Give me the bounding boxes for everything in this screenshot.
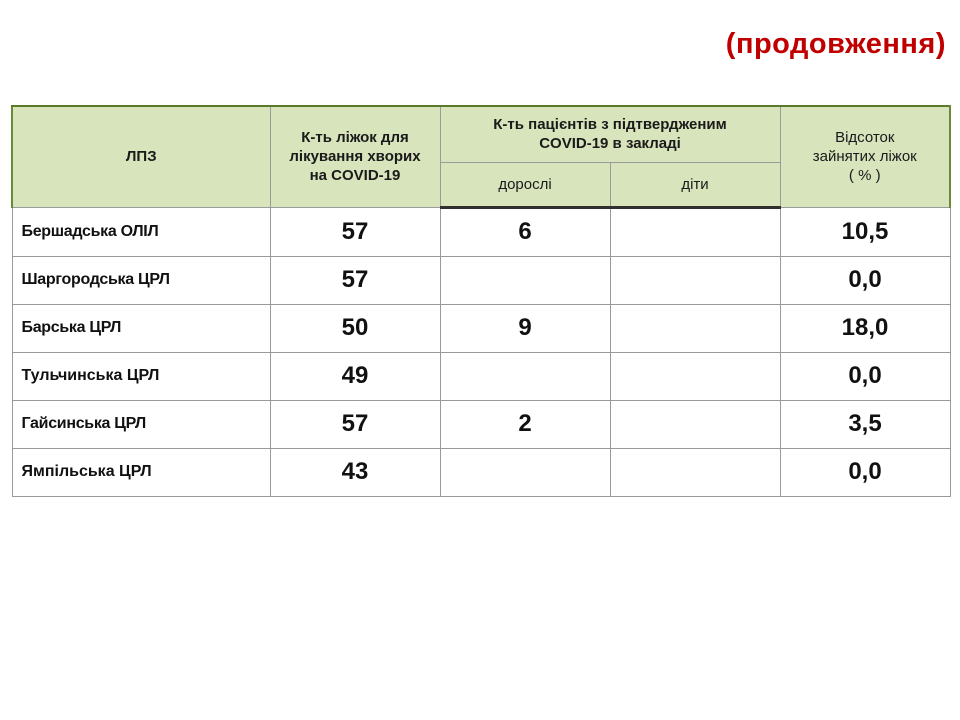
row-name: Тульчинська ЦРЛ [12,352,270,400]
header-percent-line3: ( % ) [848,167,881,185]
row-children [610,304,780,352]
row-percent: 3,5 [780,400,950,448]
header-patients-line1: К-ть пацієнтів з підтвердженим [493,116,727,134]
row-beds: 43 [270,448,440,496]
header-beds-line3: на COVID-19 [309,167,401,185]
row-percent: 0,0 [780,352,950,400]
row-adults: 6 [440,207,610,256]
table-row [12,352,950,400]
row-percent: 10,5 [780,207,950,256]
header-patients [440,106,780,162]
row-percent: 0,0 [780,448,950,496]
table-row [12,256,950,304]
row-children [610,352,780,400]
row-adults [440,256,610,304]
row-percent: 18,0 [780,304,950,352]
row-name: Гайсинська ЦРЛ [12,400,270,448]
row-children [610,448,780,496]
table-row [12,304,950,352]
header-percent-line1: Відсоток [835,129,895,147]
header-patients-line2: COVID-19 в закладі [539,135,681,153]
header-children: діти [610,162,780,207]
page-title: (продовження) [725,28,946,60]
row-adults: 2 [440,400,610,448]
row-name: Ямпільська ЦРЛ [12,448,270,496]
row-name: Барська ЦРЛ [12,304,270,352]
row-name: Бершадська ОЛІЛ [12,207,270,256]
row-name: Шаргородська ЦРЛ [12,256,270,304]
row-children [610,207,780,256]
header-percent [780,106,950,207]
row-adults [440,448,610,496]
row-adults [440,352,610,400]
header-percent-line2: зайнятих ліжок [812,148,917,166]
row-percent: 0,0 [780,256,950,304]
row-children [610,256,780,304]
header-facility-label: ЛПЗ [125,148,157,166]
header-adults: дорослі [440,162,610,207]
header-beds [270,106,440,207]
table-row [12,448,950,496]
row-children [610,400,780,448]
table-row [12,400,950,448]
row-adults: 9 [440,304,610,352]
row-beds: 49 [270,352,440,400]
row-beds: 50 [270,304,440,352]
header-beds-line2: лікування хворих [289,148,421,166]
header-beds-line1: К-ть ліжок для [301,129,409,147]
header-facility [12,106,270,207]
covid-beds-table [11,105,951,497]
table-row [12,207,950,256]
row-beds: 57 [270,400,440,448]
row-beds: 57 [270,207,440,256]
row-beds: 57 [270,256,440,304]
